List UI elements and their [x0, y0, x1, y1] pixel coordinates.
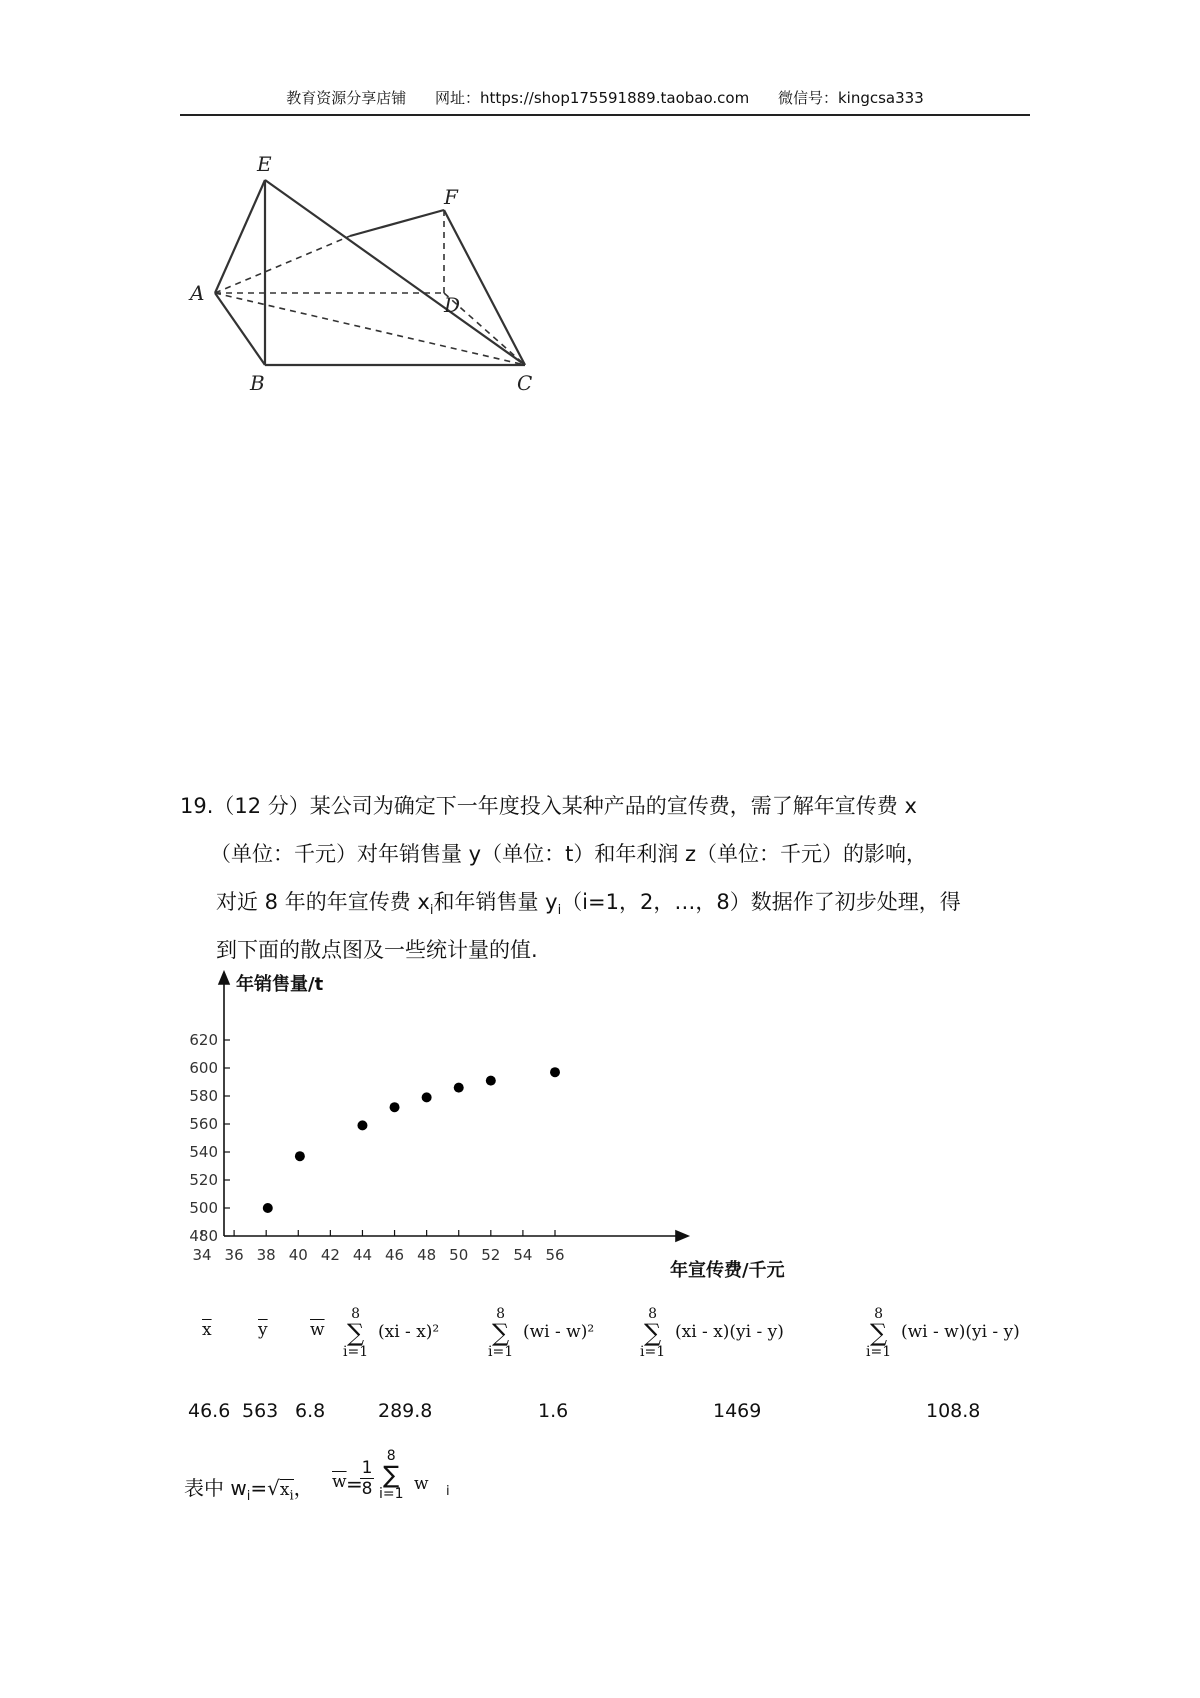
- header-xbar: $\overline{x}$: [202, 1320, 212, 1340]
- value-sum-xy: 1469: [713, 1400, 762, 1422]
- header-ybar: $\overline{y}$: [258, 1320, 268, 1340]
- y-axis-arrow: [219, 972, 229, 984]
- x-tick-label: 56: [545, 1246, 565, 1264]
- header-shop: 教育资源分享店铺: [286, 89, 407, 107]
- fraction-one-eighth: 1 8: [361, 1458, 373, 1499]
- y-tick-label: 620: [189, 1031, 218, 1049]
- data-point: [550, 1067, 560, 1077]
- header-sum-x-sq: (xi - x)²: [378, 1322, 440, 1342]
- data-point: [454, 1083, 464, 1093]
- geometry-figure: [180, 150, 560, 400]
- y-tick-label: 600: [189, 1059, 218, 1077]
- question-line-1: 19.（12 分）某公司为确定下一年度投入某种产品的宣传费，需了解年宣传费 x: [180, 794, 917, 818]
- label-F: F: [444, 185, 458, 209]
- x-tick-label: 50: [449, 1246, 469, 1264]
- value-xbar: 46.6: [188, 1400, 231, 1422]
- question-line-2: （单位：千元）对年销售量 y（单位：t）和年利润 z（单位：千元）的影响，: [210, 842, 928, 866]
- header-sum-xy: (xi - x)(yi - y): [675, 1322, 784, 1342]
- x-tick-label: 38: [256, 1246, 276, 1264]
- label-B: B: [250, 371, 265, 395]
- x-tick-label: 44: [352, 1246, 373, 1264]
- page-header: [180, 86, 1030, 116]
- data-point: [390, 1102, 400, 1112]
- x-axis-arrow: [676, 1231, 688, 1241]
- header-url: 网址：https://shop175591889.taobao.com: [435, 89, 750, 107]
- data-point: [295, 1151, 305, 1161]
- x-tick-label: 52: [481, 1246, 501, 1264]
- y-tick-label: 580: [189, 1087, 218, 1105]
- x-tick-label: 48: [417, 1246, 437, 1264]
- label-D: D: [444, 293, 461, 317]
- table-note: 表中 $w_i=√x_i$， $\overline{w}$ = 1 8 8 ∑ i=1 w i: [184, 1448, 450, 1504]
- label-C: C: [517, 371, 533, 395]
- label-E: E: [257, 152, 272, 176]
- value-sum-wy: 108.8: [926, 1400, 981, 1422]
- y-tick-label: 500: [189, 1199, 218, 1217]
- data-point: [422, 1092, 432, 1102]
- value-ybar: 563: [242, 1400, 279, 1422]
- y-tick-label: 540: [189, 1143, 218, 1161]
- x-tick-label: 42: [320, 1246, 340, 1264]
- x-tick-label: 36: [224, 1246, 244, 1264]
- y-tick-label: 560: [189, 1115, 218, 1133]
- value-wbar: 6.8: [295, 1400, 326, 1422]
- x-tick-label: 40: [288, 1246, 308, 1264]
- value-sum-w-sq: 1.6: [538, 1400, 569, 1422]
- data-point: [486, 1076, 496, 1086]
- data-point: [357, 1120, 367, 1130]
- header-sum-w-sq: (wi - w)²: [523, 1322, 595, 1342]
- label-A: A: [190, 281, 205, 305]
- scatter-chart: [180, 970, 820, 1280]
- value-sum-x-sq: 289.8: [378, 1400, 433, 1422]
- y-tick-label: 520: [189, 1171, 218, 1189]
- stats-values-row: [188, 1400, 1088, 1430]
- y-axis-label: 年销售量/t: [236, 974, 324, 995]
- x-tick-label: 54: [513, 1246, 533, 1264]
- header-sum-wy: (wi - w)(yi - y): [901, 1322, 1020, 1342]
- header-wbar: $\overline{w}$: [310, 1320, 325, 1340]
- question-line-3: 对近 8 年的年宣传费 $x_i$和年销售量 $y_i(i=1$，2，…，8）数据作了初步处理，得: [216, 890, 961, 919]
- x-tick-label: 46: [384, 1246, 405, 1264]
- data-point: [263, 1203, 273, 1213]
- question-number: 19.: [180, 794, 214, 818]
- question-line-4: 到下面的散点图及一些统计量的值.: [216, 938, 538, 962]
- y-tick-label: 480: [189, 1227, 218, 1245]
- x-axis-label: 年宣传费/千元: [670, 1260, 785, 1280]
- header-wechat: 微信号：kingcsa333: [777, 89, 924, 107]
- x-tick-label: 34: [192, 1246, 212, 1264]
